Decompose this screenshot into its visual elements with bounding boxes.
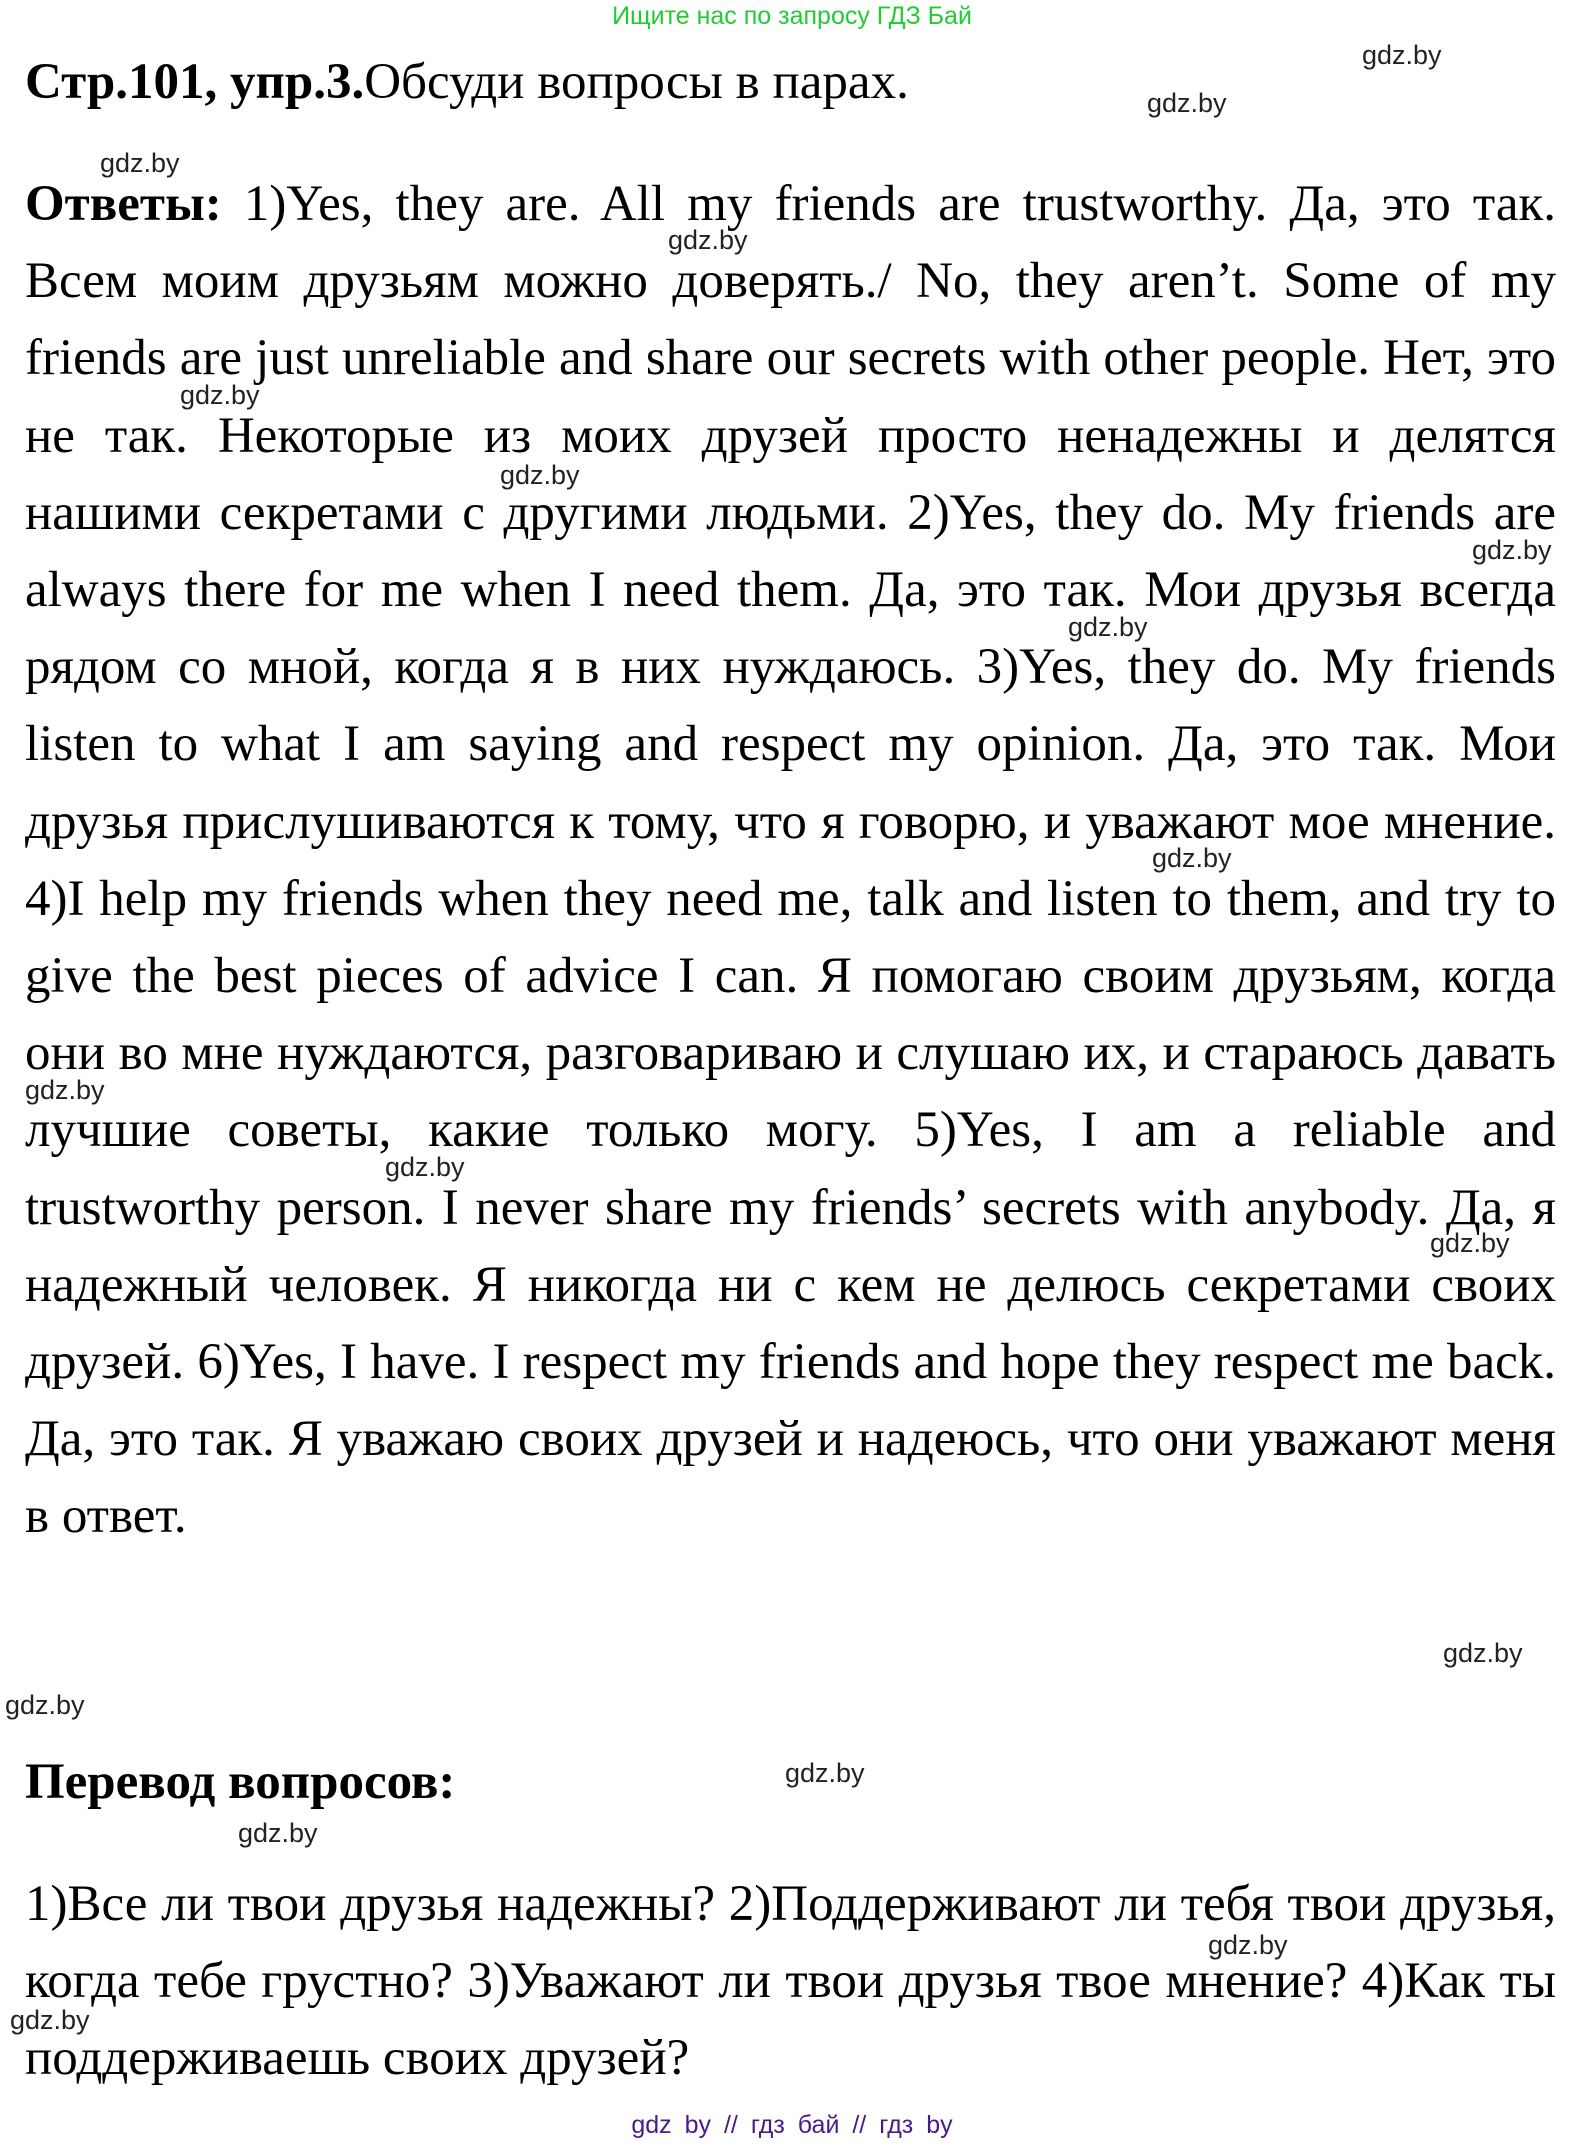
watermark: gdz.by (25, 1075, 105, 1105)
footer-links: gdz by // гдз бай // гдз by (631, 2111, 953, 2139)
watermark: gdz.by (1147, 88, 1227, 118)
watermark: gdz.by (1362, 40, 1442, 70)
answers-paragraph (25, 166, 1556, 1556)
watermark: gdz.by (1430, 1228, 1510, 1258)
search-banner: Ищите нас по запросу ГДЗ Бай (612, 2, 972, 30)
watermark: gdz.by (668, 225, 748, 255)
watermark: gdz.by (1208, 1930, 1288, 1960)
watermark: gdz.by (100, 148, 180, 178)
watermark: gdz.by (1152, 843, 1232, 873)
watermark: gdz.by (238, 1818, 318, 1848)
watermark: gdz.by (785, 1758, 865, 1788)
translation-heading: Перевод вопросов: (25, 1754, 456, 1810)
watermark: gdz.by (1472, 535, 1552, 565)
page-title (25, 52, 909, 112)
watermark: gdz.by (10, 2005, 90, 2035)
watermark: gdz.by (180, 380, 260, 410)
answers-label: Ответы: (25, 176, 222, 232)
watermark: gdz.by (385, 1152, 465, 1182)
watermark: gdz.by (500, 460, 580, 490)
watermark: gdz.by (1068, 612, 1148, 642)
watermark: gdz.by (1443, 1638, 1523, 1668)
translation-paragraph: 1)Все ли твои друзья надежны? 2)Поддерживают ли тебя твои друзья, когда тебе грустно? 3)Уважают ли твои друзья твое мнение? 4)Как ты поддерживаешь своих друзей? (25, 1876, 1556, 2086)
exercise-reference: Стр.101, упр.3. (25, 54, 365, 110)
watermark: gdz.by (5, 1690, 85, 1720)
answers-text: 1)Yes, they are. All my friends are trustworthy. Да, это так. Всем моим друзьям можно доверять./ No, they aren’t. Some of my friends are just unreliable and share our secrets with other people. Нет, это не так. Некоторые из моих друзей просто ненадежны и делятся нашими секретами с другими людьми. 2)Yes, they do. My friends are always there for me when I need them. Да, это так. Мои друзья всегда рядом со мной, когда я в них нуждаюсь. 3)Yes, they do. My friends listen to what I am saying and respect my opinion. Да, это так. Мои друзья прислушиваются к тому, что я говорю, и уважают мое мнение. 4)I help my friends when they need me, talk and listen to them, and try to give the best pieces of advice I can. Я помогаю своим друзьям, когда они во мне нуждаются, разговариваю и слушаю их, и стараюсь давать лучшие советы, какие только могу. 5)Yes, I am a reliable and trustworthy person. I never share my friends’ secrets with anybody. Да, я надежный человек. Я никогда ни с кем не делюсь секретами своих друзей. 6)Yes, I have. I respect my friends and hope they respect me back. Да, это так. Я уважаю своих друзей и надеюсь, что они уважают меня в ответ. (25, 176, 1556, 1545)
exercise-instruction: Обсуди вопросы в парах. (364, 54, 909, 110)
